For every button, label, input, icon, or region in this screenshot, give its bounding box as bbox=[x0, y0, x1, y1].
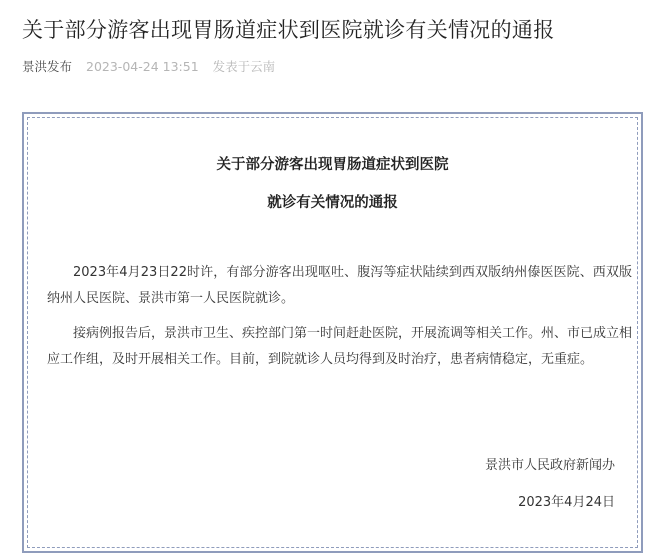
publish-location: 发表于云南 bbox=[212, 59, 276, 74]
notice-paragraph-2: 接病例报告后，景洪市卫生、疾控部门第一时间赶赴医院，开展流调等相关工作。州、市已成立相应工作组，及时开展相关工作。目前，到院就诊人员均得到及时治疗，患者病情稳定，无重症。 bbox=[47, 326, 633, 367]
notice-title-line-2: 就诊有关情况的通报 bbox=[267, 195, 398, 211]
notice-dashed-border bbox=[27, 117, 638, 548]
publish-datetime: 2023-04-24 13:51 bbox=[86, 59, 199, 74]
article-meta bbox=[22, 58, 275, 76]
notice-signature-date: 2023年4月24日 bbox=[518, 495, 615, 510]
author-link[interactable]: 景洪发布 bbox=[22, 59, 73, 74]
article-title: 关于部分游客出现胃肠道症状到医院就诊有关情况的通报 bbox=[22, 18, 555, 42]
notice-image-frame bbox=[22, 112, 643, 553]
notice-title-line-1: 关于部分游客出现胃肠道症状到医院 bbox=[216, 157, 449, 173]
notice-paragraph-1: 2023年4月23日22时许，有部分游客出现呕吐、腹泻等症状陆续到西双版纳州傣医医院、西双版纳州人民医院、景洪市第一人民医院就诊。 bbox=[47, 265, 632, 306]
notice-signature-org: 景洪市人民政府新闻办 bbox=[484, 458, 615, 473]
